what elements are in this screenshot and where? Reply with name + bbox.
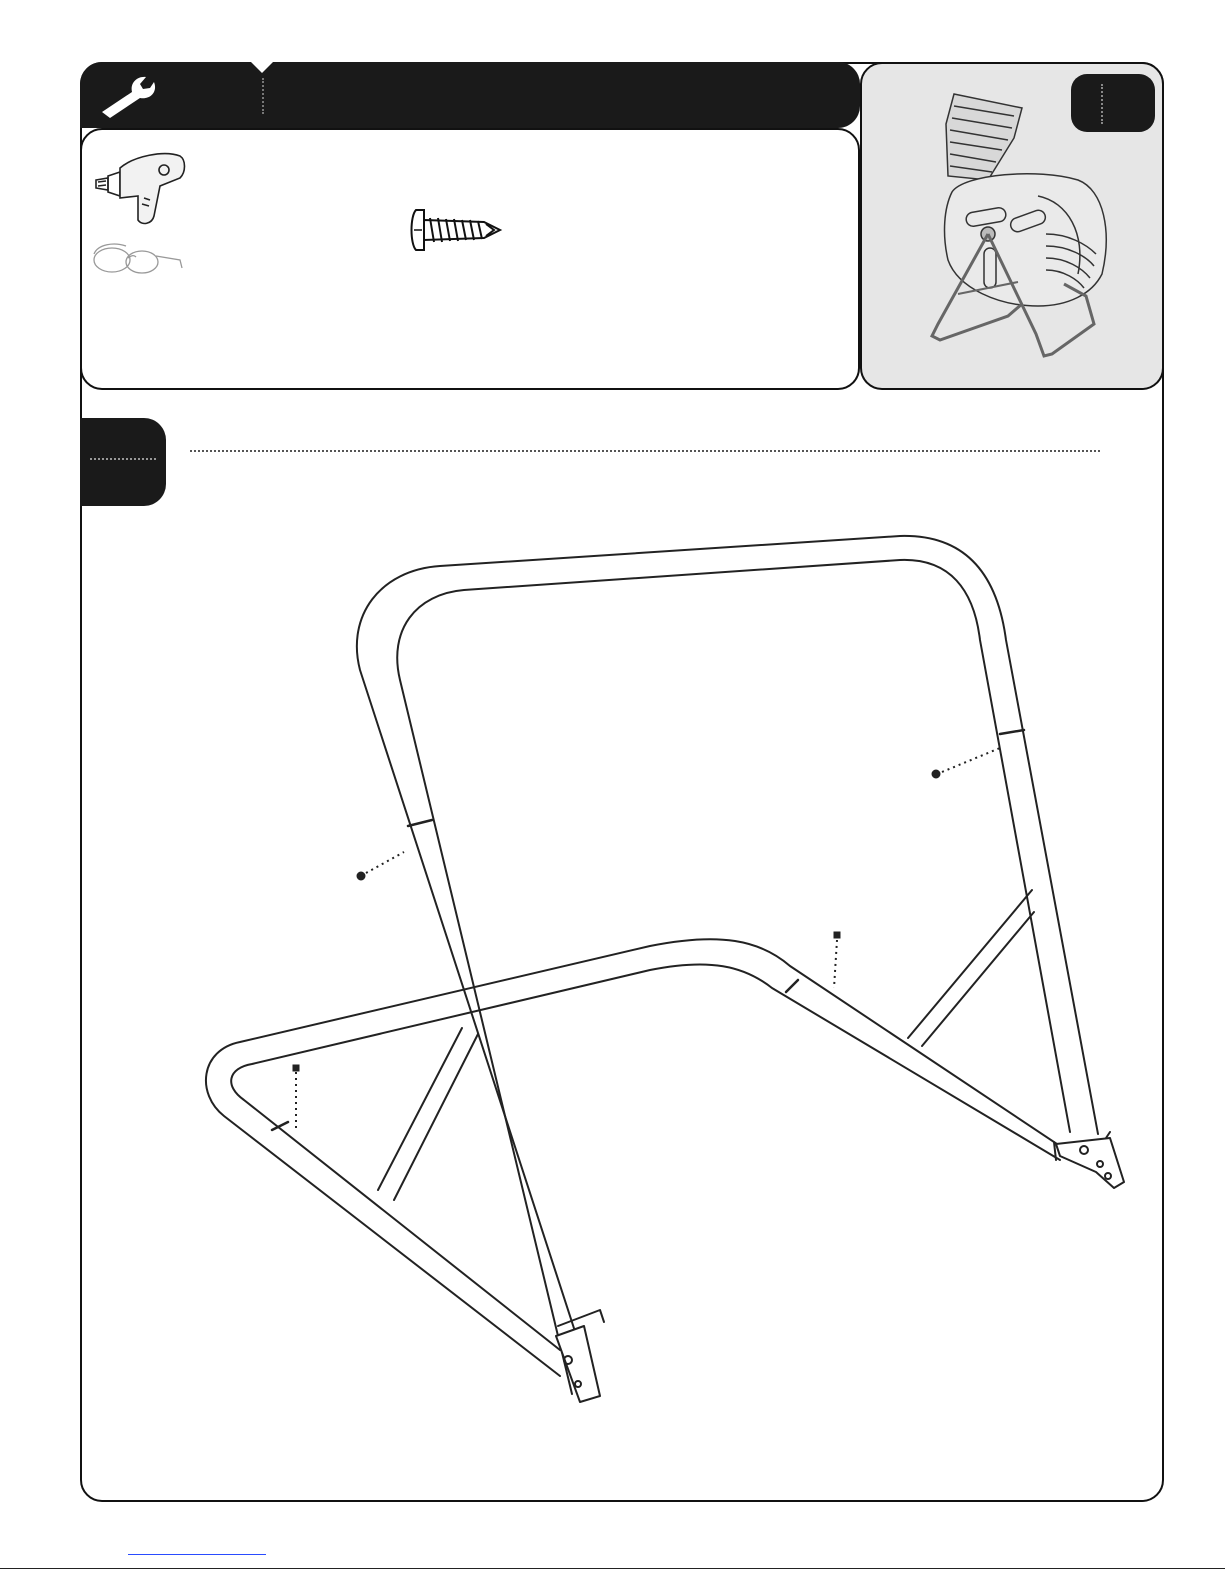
safety-glasses-icon [90,236,186,276]
left-foot-bracket [556,1326,600,1402]
tools-panel [80,128,860,390]
power-drill-icon [94,142,188,230]
stand-frame-illustration [180,520,1160,1420]
footer-rule [0,1568,1225,1569]
right-foot-bracket [1056,1138,1124,1188]
screw-lower-left [293,1065,299,1132]
header-dotted-separator [262,78,264,114]
step-number-tab [80,418,166,506]
self-tapping-screw-icon [408,206,506,254]
header-notch [250,61,274,73]
step-tab-dotted-separator [90,458,156,460]
lower-frame-tube [206,939,1060,1376]
right-brace [908,890,1034,1046]
left-brace [378,1028,478,1200]
wrench-icon [96,72,160,118]
tools-header-bar [80,62,860,128]
tumbler-composter-icon [918,84,1120,360]
screw-upper-left [357,852,404,880]
footer-link-underline[interactable] [128,1554,266,1555]
screw-lower-right [834,932,840,988]
screw-upper-right [932,748,1000,778]
step-dotted-divider [190,450,1100,452]
